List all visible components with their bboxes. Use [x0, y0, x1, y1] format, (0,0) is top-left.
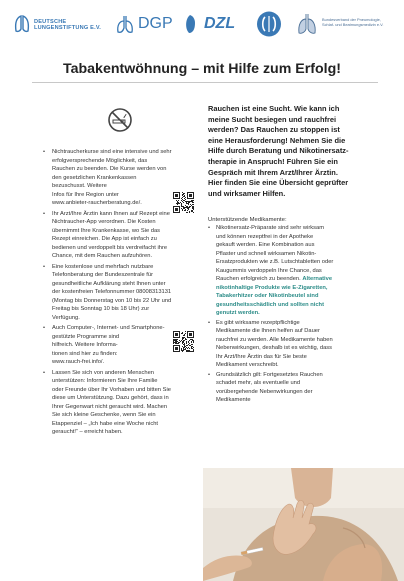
list-line: geraucht!“ – erreicht haben. — [52, 429, 123, 435]
dzl-label: DZL — [204, 15, 236, 32]
intro-line: eine Herausforderung! Nehmen Sie die — [208, 135, 346, 145]
qr-code-icon[interactable] — [172, 330, 195, 353]
list-line: gestützte Programme sind — [52, 333, 120, 340]
list-line: Ihr Arzt/Ihre Ärztin das für Sie beste — [216, 353, 307, 360]
list-line: schadet mehr, als eventuelle und — [216, 380, 301, 387]
list-line: vorübergehende Nebenwirkungen der — [216, 388, 313, 395]
warning-text: Tabakerhitzer oder Nikotinbeutel sind — [216, 293, 319, 300]
logo-strip — [0, 0, 404, 44]
list-item — [208, 224, 374, 318]
list-line: • Es gibt wirksame rezeptpflichtige — [216, 319, 300, 326]
list-line: Rezept einreichen. Die App ist einfach zu — [52, 236, 157, 242]
title-divider — [32, 82, 378, 83]
intro-line: Hilfe durch Beratung und Nikotinersatz- — [208, 146, 349, 156]
link-text[interactable]: www.anbieter-raucherberatung.de/. — [52, 200, 142, 206]
intro-line: und wirksamer Hilfen. — [208, 188, 286, 198]
list-line: Pflaster und schnell wirksamen Nikotin- — [216, 250, 317, 257]
list-item — [43, 263, 199, 323]
list-line: bedienen und verdoppelt bis verdreifacht ihre — [52, 244, 168, 251]
list-line: tionen sind hier zu finden: — [52, 350, 118, 357]
list-line: Telefonberatung der Bundeszentrale für — [52, 272, 154, 278]
bdp-text-line: Bundesverband der Pneumologie, — [322, 17, 381, 22]
list-line: • Nichtraucherkurse sind eine intensive und sehr — [52, 149, 172, 155]
intro-line: Gespräch mit Ihrem Arzt/Ihrer Ärztin. — [208, 167, 338, 177]
list-line: • Nikotinersatz-Präparate sind sehr wirksam — [216, 225, 325, 232]
list-line: • Auch Computer-, Internet- und Smartphone- — [52, 325, 165, 331]
lung-foundation-icon — [14, 14, 30, 34]
warning-text: nikotinhaltige Produkte wie E-Zigaretten, — [216, 284, 328, 291]
list-line: rauchfrei zu werden. Alle Medikamente haben — [216, 336, 333, 343]
bdp-text-line: Schlaf- und Beatmungsmedizin e.V. — [322, 21, 384, 27]
list-line: übernimmt Ihre Krankenkasse, wo Sie das — [52, 227, 161, 234]
list-line: erfolgversprechende Möglichkeit, das — [52, 157, 148, 164]
link-text[interactable]: www.rauch-frei.info/. — [52, 359, 105, 365]
list-line: Ersatzprodukten wie z.B. Lutschtabletten oder — [216, 259, 334, 266]
list-line: Nebenwirkungen, deshalb ist es wichtig, dass — [216, 345, 333, 352]
list-line: Verfügung. — [52, 314, 80, 321]
warning-text: Alternative — [302, 276, 333, 283]
warning-text: gesundheitsschädlich und sollten nicht — [216, 301, 324, 308]
list-line: Medikament verschreibt. — [216, 362, 279, 369]
bdp-lungs-icon — [296, 12, 318, 36]
list-line: • Eine kostenlose und mehrfach nutzbare — [52, 263, 154, 270]
warning-text: genutzt werden. — [216, 310, 260, 317]
list-line: hilfreich. Weitere Informa- — [52, 342, 118, 348]
qr-code-icon[interactable] — [172, 191, 195, 214]
list-line: • Grundsätzlich gilt: Fortgesetztes Rauchen — [216, 371, 323, 378]
list-line: Sie sich kleine Geschenke, wenn Sie ein — [52, 412, 156, 418]
medication-heading: Unterstützende Medikamente: — [208, 217, 287, 224]
list-line: gekauft werden. Eine Kombination aus — [216, 242, 315, 249]
right-column — [208, 104, 374, 406]
list-line: gesundheitliche Aufklärung steht Ihnen unter — [52, 280, 166, 287]
medication-list — [208, 224, 374, 405]
list-item — [208, 371, 374, 405]
deutsche-lungenstiftung-logo — [14, 14, 104, 34]
list-line: oder Freunde über Ihr Vorhaben und bitten Sie — [52, 386, 171, 393]
logo-text-line: LUNGENSTIFTUNG E.V. — [34, 25, 101, 32]
list-line: Ihrer Gegenwart nicht geraucht wird. Machen — [52, 403, 168, 410]
list-line: Infos für Ihre Region unter — [52, 191, 119, 198]
list-line: Chance, mit dem Rauchen aufzuhören. — [52, 253, 153, 259]
list-line: diese um Unterstützung. Dazu gehört, dass in — [52, 395, 169, 401]
list-line: Kaugummis verdoppeln Ihre Chance, das — [216, 267, 322, 274]
page-title: Tabakentwöhnung – mit Hilfe zum Erfolg! — [63, 61, 341, 77]
intro-line: Hier finden Sie eine Übersicht geprüfter — [208, 178, 349, 188]
list-line: • Ihr Arzt/Ihre Ärztin kann Ihnen auf Rezept eine — [52, 210, 170, 217]
list-line: den gesetzlichen Krankenkassen — [52, 174, 137, 181]
intro-line: werden? Das Rauchen zu stoppen ist — [208, 125, 340, 135]
intro-line: Rauchen ist eine Sucht. Wie kann ich — [208, 104, 340, 113]
list-line: Rauchen zu beenden. Die Kurse werden von — [52, 166, 167, 172]
list-line: Nichtraucher-App verordnen. Die Kosten — [52, 219, 156, 225]
no-smoking-icon — [107, 107, 133, 133]
logo-text-line: DEUTSCHE — [34, 19, 67, 25]
refusing-cigarette-photo — [203, 468, 404, 581]
intro-paragraph — [208, 104, 374, 199]
seal-icon — [254, 10, 284, 38]
list-line: Rauchen erfolgreich zu beenden. — [216, 276, 301, 283]
list-line: bezuschusst. Weitere — [52, 183, 107, 189]
list-line: und können rezeptfrei in der Apotheke — [216, 233, 314, 240]
list-line: • Lassen Sie sich von anderen Menschen — [52, 369, 154, 376]
list-line: der kostenfreien Telefonnummer 08008313131 — [52, 289, 172, 295]
lungs-icon — [114, 13, 136, 35]
seal-logo — [254, 10, 284, 38]
bdp-logo — [296, 12, 396, 36]
list-line: unterstützen: Informieren Sie Ihre Familie — [52, 378, 158, 384]
list-line: (Montag bis Donnerstag von 10 bis 22 Uhr und — [52, 297, 172, 304]
list-item — [208, 319, 374, 370]
intro-line: therapie in Anspruch! Führen Sie ein — [208, 156, 338, 166]
list-item — [43, 210, 199, 261]
dzl-logo — [184, 12, 242, 36]
list-item — [43, 369, 199, 437]
list-line: Medikamente die Ihnen helfen auf Dauer — [216, 328, 320, 335]
list-line: Medikamente — [216, 397, 251, 404]
dgp-logo — [114, 13, 176, 35]
list-line: Freitag bis Sonntag 10 bis 18 Uhr) zur — [52, 306, 150, 312]
dgp-label: DGP — [138, 15, 173, 32]
list-line: Etappenziel – „Ich habe eine Woche nicht — [52, 420, 159, 427]
intro-line: meine Sucht besiegen und rauchfrei — [208, 114, 337, 124]
